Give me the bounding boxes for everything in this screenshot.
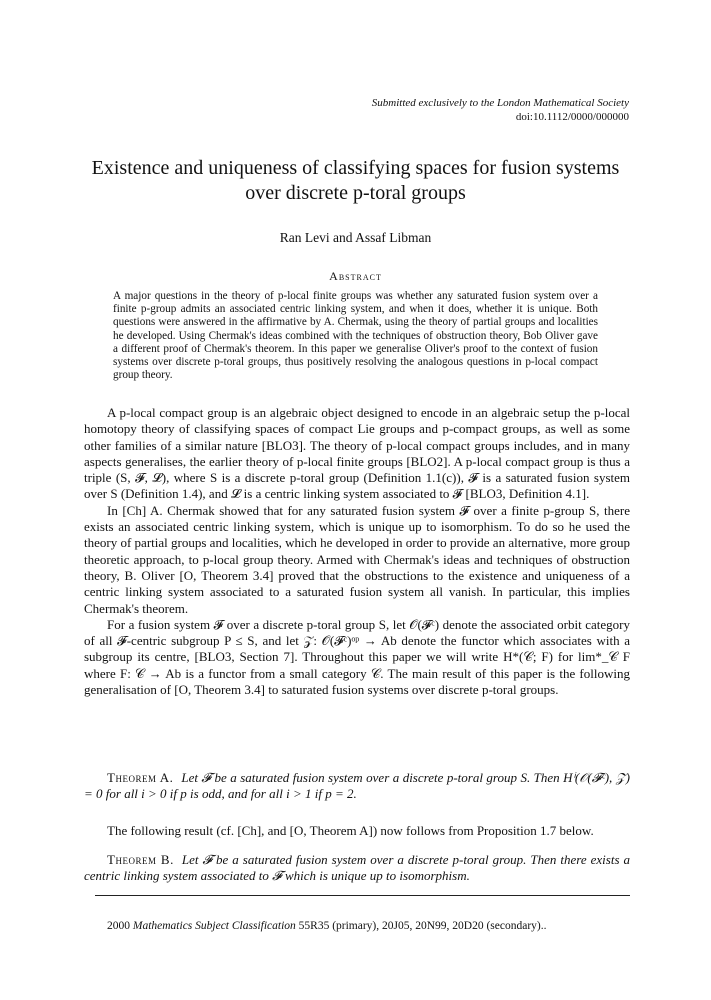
paper-title: [60, 156, 651, 206]
abstract-text: A major questions in the theory of p-local finite groups was whether any saturated fusion system over a finite p-group admits an associated centric linking system, and when it does, whether it is unique. Both questions were answered in the affirmative by A. Chermak, using the theory of partial groups and localities he developed. Using Chermak's ideas combined with the techniques of obstruction theory, Bob Oliver gave a different proof of Chermak's theorem. In this paper we generalise Oliver's proof to the context of fusion systems over discrete p-toral groups, thus positively resolving the analogous questions in p-local compact group theory.: [113, 290, 598, 382]
title-line-1: Existence and uniqueness of classifying spaces for fusion systems: [91, 157, 620, 179]
theorem-b-statement: Let 𝓕 be a saturated fusion system over a discrete p-toral group. Then there exists a centric linking system associated to 𝓕 which is unique up to isomorphism.: [84, 852, 630, 884]
intro-paragraph-2: In [Ch] A. Chermak showed that for any saturated fusion system 𝓕 over a finite p-group S, there exists an associated centric linking system, which is unique up to isomorphism. To do so he used the theory of partial groups and localities, which he developed in order to provide an alternative, more group theoretic approach, to p-local group theory. Armed with Chermak's ideas and techniques of obstruction theory, B. Oliver [O, Theorem 3.4] proved that the obstructions to the existence and uniqueness of a centric linking system associated to a saturated fusion system all vanish. In particular, this implies Chermak's theorem.: [84, 502, 630, 616]
title-line-2: over discrete p-toral groups: [245, 182, 466, 204]
msc-footnote: [107, 920, 547, 932]
introduction: [84, 405, 630, 698]
theorem-a-statement: Let 𝓕 be a saturated fusion system over a discrete p-toral group S. Then Hⁱ(𝒪(𝓕ᶜ), 𝒵) = 0 for all i > 0 if p is odd, and for all i > 1 if p = 2.: [84, 770, 630, 802]
msc-label: Mathematics Subject Classification: [132, 920, 296, 932]
intro-paragraph-1: A p-local compact group is an algebraic object designed to encode in an algebraic setup the p-local homotopy theory of classifying spaces of compact Lie groups and p-compact groups, as well as some other families of a similar nature [BLO3]. The theory of p-local compact groups includes, and in many aspects generalises, the earlier theory of p-local finite groups [BLO2]. A p-local compact group is thus a triple (S, 𝓕, 𝓛), where S is a discrete p-toral group (Definition 1.1(c)), 𝓕 is a saturated fusion system over S (Definition 1.4), and 𝓛 is a centric linking system associated to 𝓕 [BLO3, Definition 4.1].: [84, 405, 630, 502]
theorem-b-label: Theorem B.: [107, 852, 174, 867]
submission-note: Submitted exclusively to the London Mathematical Society: [371, 97, 629, 109]
msc-year: 2000: [107, 920, 130, 932]
doi: doi:10.1112/0000/000000: [515, 111, 629, 123]
footnote-divider: [95, 895, 630, 896]
intro-paragraph-3: For a fusion system 𝓕 over a discrete p-toral group S, let 𝒪(𝓕ᶜ) denote the associated orbit category of all 𝓕-centric subgroup P ≤ S, and let 𝒵: 𝒪(𝓕ᶜ)ᵒᵖ → Ab denote the functor which associates with a subgroup its centre, [BLO3, Section 7]. Throughout this paper we will write H*(𝒞; F) for lim*_𝒞 F where F: 𝒞 → Ab is a functor from a small category 𝒞. The main result of this paper is the following generalisation of [O, Theorem 3.4] to saturated fusion systems over discrete p-toral groups.: [84, 616, 630, 698]
theorem-a: [84, 770, 630, 803]
follow-up-sentence: The following result (cf. [Ch], and [O, Theorem A]) now follows from Proposition 1.7 below.: [107, 823, 594, 838]
journal-header: [372, 96, 629, 124]
msc-codes: 55R35 (primary), 20J05, 20N99, 20D20 (secondary)..: [298, 920, 547, 932]
authors: Ran Levi and Assaf Libman: [279, 230, 432, 245]
theorem-a-label: Theorem A.: [107, 770, 174, 785]
theorem-b: [84, 852, 630, 885]
abstract-heading: Abstract: [329, 269, 382, 283]
